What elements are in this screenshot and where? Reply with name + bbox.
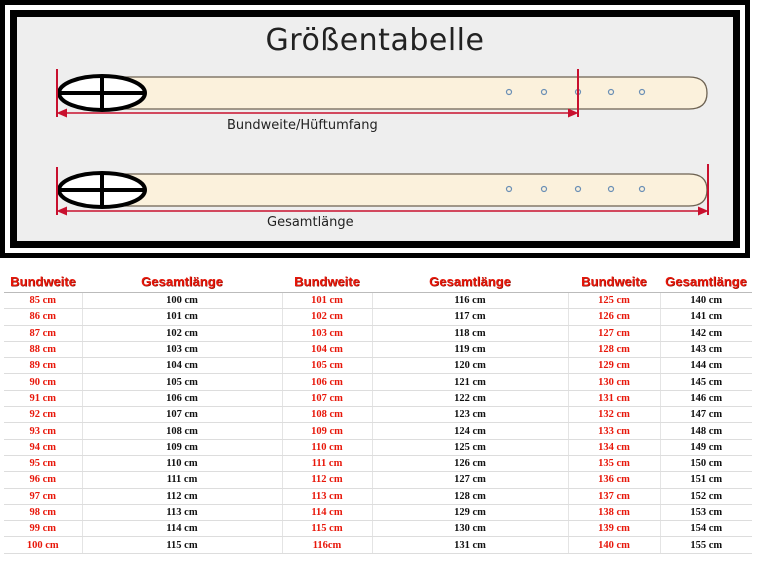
bundweite-cell: 88 cm [4,341,82,357]
bundweite-cell: 131 cm [568,390,660,406]
bundweite-cell: 127 cm [568,325,660,341]
belt-waist [57,69,707,117]
bundweite-cell: 111 cm [282,455,372,471]
bundweite-cell: 90 cm [4,374,82,390]
bundweite-cell: 95 cm [4,455,82,471]
belt-length [57,164,708,215]
table-row [4,504,752,520]
bundweite-cell: 97 cm [4,488,82,504]
table-row [4,358,752,374]
bundweite-cell: 129 cm [568,358,660,374]
gesamtlaenge-cell: 120 cm [372,358,568,374]
gesamtlaenge-cell: 107 cm [82,407,282,423]
bundweite-cell: 99 cm [4,521,82,537]
gesamtlaenge-cell: 151 cm [660,472,752,488]
table-row [4,521,752,537]
gesamtlaenge-cell: 123 cm [372,407,568,423]
header-bundweite: Bundweite [282,270,372,293]
gesamtlaenge-cell: 140 cm [660,293,752,309]
gesamtlaenge-cell: 147 cm [660,407,752,423]
header-gesamtlaenge: Gesamtlänge [82,270,282,293]
bundweite-cell: 109 cm [282,423,372,439]
gesamtlaenge-cell: 100 cm [82,293,282,309]
table-row [4,537,752,553]
gesamtlaenge-cell: 101 cm [82,309,282,325]
bundweite-cell: 140 cm [568,537,660,553]
table-row [4,472,752,488]
header-bundweite: Bundweite [4,270,82,293]
bundweite-cell: 130 cm [568,374,660,390]
bundweite-cell: 135 cm [568,455,660,471]
gesamtlaenge-cell: 154 cm [660,521,752,537]
buckle-icon [59,76,145,110]
gesamtlaenge-cell: 122 cm [372,390,568,406]
bundweite-cell: 101 cm [282,293,372,309]
gesamtlaenge-cell: 116 cm [372,293,568,309]
bundweite-cell: 137 cm [568,488,660,504]
bundweite-cell: 116cm [282,537,372,553]
diagram-panel [17,17,733,241]
gesamtlaenge-cell: 148 cm [660,423,752,439]
waist-label: Bundweite/Hüftumfang [227,118,378,133]
bundweite-cell: 128 cm [568,341,660,357]
bundweite-cell: 96 cm [4,472,82,488]
gesamtlaenge-cell: 126 cm [372,455,568,471]
gesamtlaenge-cell: 141 cm [660,309,752,325]
bundweite-cell: 114 cm [282,504,372,520]
table-row [4,341,752,357]
gesamtlaenge-cell: 115 cm [82,537,282,553]
header-gesamtlaenge: Gesamtlänge [660,270,752,293]
buckle-icon [59,173,145,207]
gesamtlaenge-cell: 108 cm [82,423,282,439]
gesamtlaenge-cell: 113 cm [82,504,282,520]
gesamtlaenge-cell: 145 cm [660,374,752,390]
bundweite-cell: 86 cm [4,309,82,325]
bundweite-cell: 85 cm [4,293,82,309]
bundweite-cell: 98 cm [4,504,82,520]
bundweite-cell: 93 cm [4,423,82,439]
gesamtlaenge-cell: 104 cm [82,358,282,374]
bundweite-cell: 87 cm [4,325,82,341]
gesamtlaenge-cell: 128 cm [372,488,568,504]
bundweite-cell: 126 cm [568,309,660,325]
bundweite-cell: 92 cm [4,407,82,423]
diagram-title: Größentabelle [265,23,485,58]
bundweite-cell: 134 cm [568,439,660,455]
bundweite-cell: 91 cm [4,390,82,406]
gesamtlaenge-cell: 124 cm [372,423,568,439]
belt-strap [112,77,707,109]
table-row [4,390,752,406]
gesamtlaenge-cell: 125 cm [372,439,568,455]
table-row [4,439,752,455]
gesamtlaenge-cell: 110 cm [82,455,282,471]
gesamtlaenge-cell: 129 cm [372,504,568,520]
gesamtlaenge-cell: 150 cm [660,455,752,471]
bundweite-cell: 133 cm [568,423,660,439]
bundweite-cell: 107 cm [282,390,372,406]
table-row [4,293,752,309]
gesamtlaenge-cell: 106 cm [82,390,282,406]
bundweite-cell: 108 cm [282,407,372,423]
gesamtlaenge-cell: 153 cm [660,504,752,520]
gesamtlaenge-cell: 109 cm [82,439,282,455]
gesamtlaenge-cell: 117 cm [372,309,568,325]
bundweite-cell: 102 cm [282,309,372,325]
bundweite-cell: 113 cm [282,488,372,504]
table-row [4,309,752,325]
gesamtlaenge-cell: 130 cm [372,521,568,537]
table-row [4,374,752,390]
gesamtlaenge-cell: 114 cm [82,521,282,537]
bundweite-cell: 103 cm [282,325,372,341]
bundweite-cell: 139 cm [568,521,660,537]
gesamtlaenge-cell: 152 cm [660,488,752,504]
gesamtlaenge-cell: 144 cm [660,358,752,374]
size-table [4,270,752,554]
table-row [4,407,752,423]
table-header-row [4,270,752,293]
gesamtlaenge-cell: 131 cm [372,537,568,553]
gesamtlaenge-cell: 103 cm [82,341,282,357]
bundweite-cell: 132 cm [568,407,660,423]
bundweite-cell: 100 cm [4,537,82,553]
bundweite-cell: 104 cm [282,341,372,357]
bundweite-cell: 106 cm [282,374,372,390]
gesamtlaenge-cell: 155 cm [660,537,752,553]
bundweite-cell: 112 cm [282,472,372,488]
belt-strap [112,174,707,206]
bundweite-cell: 94 cm [4,439,82,455]
table-row [4,325,752,341]
bundweite-cell: 138 cm [568,504,660,520]
table-row [4,488,752,504]
bundweite-cell: 105 cm [282,358,372,374]
gesamtlaenge-cell: 118 cm [372,325,568,341]
table-row [4,423,752,439]
length-label: Gesamtlänge [267,215,354,230]
bundweite-cell: 115 cm [282,521,372,537]
gesamtlaenge-cell: 127 cm [372,472,568,488]
gesamtlaenge-cell: 149 cm [660,439,752,455]
gesamtlaenge-cell: 111 cm [82,472,282,488]
header-bundweite: Bundweite [568,270,660,293]
gesamtlaenge-cell: 102 cm [82,325,282,341]
gesamtlaenge-cell: 121 cm [372,374,568,390]
gesamtlaenge-cell: 143 cm [660,341,752,357]
diagram-frame [0,0,750,258]
gesamtlaenge-cell: 119 cm [372,341,568,357]
gesamtlaenge-cell: 146 cm [660,390,752,406]
gesamtlaenge-cell: 142 cm [660,325,752,341]
header-gesamtlaenge: Gesamtlänge [372,270,568,293]
bundweite-cell: 110 cm [282,439,372,455]
table-body [4,293,752,554]
table-row [4,455,752,471]
bundweite-cell: 125 cm [568,293,660,309]
bundweite-cell: 89 cm [4,358,82,374]
gesamtlaenge-cell: 105 cm [82,374,282,390]
bundweite-cell: 136 cm [568,472,660,488]
gesamtlaenge-cell: 112 cm [82,488,282,504]
